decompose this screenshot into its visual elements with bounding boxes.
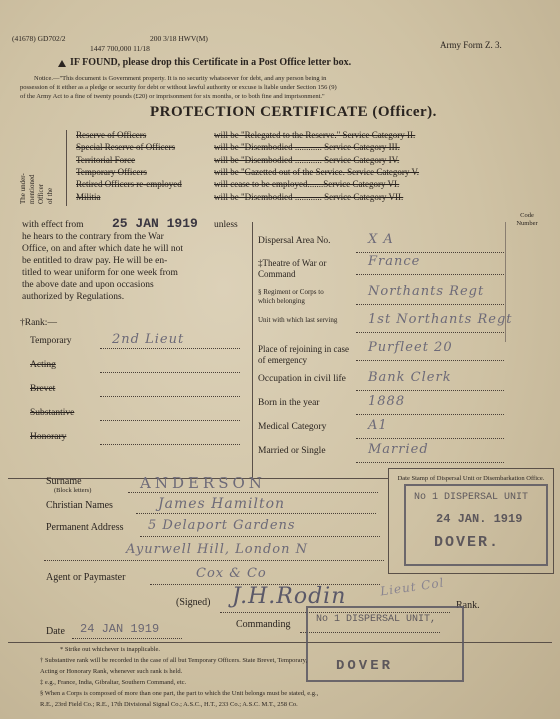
surname-sub-label: (Block letters)	[54, 487, 92, 494]
address-line-2-rule	[44, 560, 384, 561]
footer-divider	[8, 642, 552, 643]
notice-line-2: possession of it either as a pledge or security for debt or without lawful authority or excuse is liable under Section 156 (9)	[20, 84, 337, 91]
category-officer-type: Retired Officers re-employed	[76, 179, 182, 190]
field-value: A1	[368, 418, 388, 433]
agent-label: Agent or Paymaster	[46, 572, 126, 583]
effect-suffix: unless	[214, 220, 238, 230]
effect-prefix: with effect from	[22, 220, 84, 230]
code-number-label: Code Number	[516, 212, 538, 227]
svg-text:of the: of the	[46, 187, 54, 204]
field-line	[356, 462, 504, 463]
category-officer-type: Reserve of Officers	[76, 130, 147, 140]
category-action: will be "Gazetted out of the Service. Service Category V.	[214, 166, 420, 177]
field-label: Place of rejoining in case of emergency	[258, 344, 349, 365]
field-label: Unit with which last serving	[258, 316, 338, 324]
date-value-stamp: 24 JAN 1919	[80, 622, 160, 636]
rank-label-substantive: Substantive	[30, 408, 75, 418]
field-label: § Regiment or Corps to which belonging	[258, 288, 324, 305]
svg-text:The under-: The under-	[19, 173, 27, 204]
christian-names-label: Christian Names	[46, 500, 113, 511]
rank-label-brevet: Brevet	[30, 384, 56, 394]
address-line-1-rule	[140, 536, 380, 537]
dispersal-unit-stamp	[404, 484, 548, 566]
category-officer-type: Temporary Officers	[76, 166, 147, 177]
field-label: Medical Category	[258, 422, 327, 432]
rank-label-honorary: Honorary	[30, 432, 67, 442]
field-value: 1st Northants Regt	[368, 312, 513, 327]
field-line	[356, 252, 504, 253]
field-line	[356, 332, 504, 333]
svg-text:mentioned: mentioned	[28, 174, 36, 204]
stamp-unit-name: No 1 DISPERSAL UNIT	[414, 492, 529, 503]
category-action: will be "Disembodied ............ Service Category III.	[214, 142, 400, 153]
field-label: Dispersal Area No.	[258, 236, 331, 246]
footnote-line: ‡ e.g., France, India, Gibraltar, Southern Command, etc.	[40, 679, 187, 686]
category-officer-type: Special Reserve of Officers	[76, 142, 176, 153]
address-label: Permanent Address	[46, 522, 124, 533]
surname-line	[128, 492, 378, 493]
field-line	[356, 304, 504, 305]
field-line	[356, 360, 504, 361]
form-number: Army Form Z. 3.	[440, 40, 502, 50]
field-label: Married or Single	[258, 446, 326, 456]
stamp-lower-location: DOVER	[336, 658, 394, 674]
field-value: Purfleet 20	[368, 340, 453, 355]
date-label: Date	[46, 626, 65, 637]
field-label: Occupation in civil life	[258, 374, 346, 384]
field-value: Bank Clerk	[368, 370, 452, 385]
stamp-lower-unit-name: No 1 DISPERSAL UNIT,	[316, 614, 437, 625]
category-action: will be "Disembodied ............ Service Category IV.	[214, 154, 400, 165]
side-label	[16, 128, 66, 208]
if-found-notice: IF FOUND, please drop this Certificate in a Post Office letter box.	[70, 57, 352, 68]
effect-paragraph-line: the above date and upon occasions	[22, 280, 154, 290]
signature: J.H.Rodin	[232, 584, 347, 609]
category-action: will be "Disembodied ............ Service Category VII.	[214, 191, 404, 202]
field-value: X A	[368, 232, 394, 247]
rank-label-temporary: Temporary	[30, 336, 72, 346]
signature-rank-handwritten: Lieut Col	[379, 575, 446, 599]
column-divider	[252, 222, 253, 480]
dispersal-unit-stamp-lower	[306, 606, 464, 682]
notice-line-3: of the Army Act to a fine of twenty pounds (£20) or imprisonment for six months, or to both fine and imprisonment."	[20, 93, 325, 100]
effect-paragraph-line: Office, on and after which date he will not	[22, 244, 184, 254]
rank-line	[100, 348, 240, 349]
field-line	[356, 414, 504, 415]
svg-text:Officer: Officer	[37, 183, 45, 204]
stamp-date: 24 JAN. 1919	[436, 512, 523, 526]
footnote-line: † Substantive rank will be recorded in the case of all but Temporary Officers. State Brevet, Temporary,	[40, 657, 308, 664]
rank-line	[100, 396, 240, 397]
surname-value: ANDERSON	[140, 474, 266, 492]
field-value: Married	[368, 442, 429, 457]
field-line	[356, 438, 504, 439]
effect-paragraph-line: titled to wear uniform for one week from	[22, 268, 178, 278]
category-officer-type: Militia	[76, 191, 101, 202]
print-code-left: (41678) GD702/2	[12, 34, 66, 43]
footnote-line: § When a Corps is composed of more than one part, the part to which the Unit belongs must be stated, e.g.,	[40, 690, 319, 697]
rank-label: Rank.	[456, 600, 480, 611]
date-line	[72, 638, 182, 639]
effect-paragraph-line: authorized by Regulations.	[22, 292, 125, 302]
rank-heading: †Rank:—	[20, 318, 57, 328]
rank-label-acting: Acting	[30, 360, 56, 370]
effect-date-stamp: 25 JAN 1919	[112, 216, 198, 231]
side-label-svg	[16, 128, 66, 208]
field-value: 1888	[368, 394, 406, 409]
field-label: Born in the year	[258, 398, 320, 408]
address-line-1: 5 Delaport Gardens	[148, 518, 296, 533]
field-line	[356, 390, 504, 391]
stamp-location: DOVER.	[434, 534, 501, 551]
date-stamp-box-label: Date Stamp of Dispersal Unit or Disembarkation Office.	[397, 475, 545, 482]
notice-line-1: Notice.—"This document is Government property. It is no security whatsoever for debt, and any person being in	[34, 75, 327, 82]
effect-paragraph-line: be entitled to draw pay. He will be en-	[22, 256, 168, 266]
field-value: Northants Regt	[368, 284, 485, 299]
surname-label: Surname	[46, 476, 82, 487]
print-code-mid: 200 3/18 HWV(M)	[150, 34, 208, 43]
rank-line	[100, 444, 240, 445]
category-action: will cease to be employed.......Service Category VI.	[214, 179, 400, 190]
signed-label: (Signed)	[176, 597, 211, 608]
rank-line	[100, 420, 240, 421]
category-action: will be "Relegated to the Reserve." Service Category II.	[214, 130, 416, 140]
print-code-line2: 1447 700,000 11/18	[90, 44, 150, 53]
address-line-2: Ayurwell Hill, London N	[126, 542, 308, 557]
christian-names-value: James Hamilton	[158, 496, 286, 512]
footnote-line: * Strike out whichever is inapplicable.	[60, 646, 161, 653]
field-line	[356, 274, 504, 275]
field-value: France	[368, 254, 421, 269]
footnote-line: R.E., 23rd Field Co.; R.E., 17th Divisional Signal Co.; A.S.C., H.T., 233 Co.; A.S.C. M.T., 258 Co.	[40, 701, 298, 708]
agent-value: Cox & Co	[196, 566, 267, 581]
effect-paragraph-line: he hears to the contrary from the War	[22, 232, 164, 242]
christian-names-line	[136, 513, 376, 514]
rank-line	[100, 372, 240, 373]
warning-triangle-icon	[58, 60, 66, 67]
field-label: ‡Theatre of War or Command	[258, 258, 327, 279]
footnote-line: Acting or Honorary Rank, whenever such rank is held.	[40, 668, 183, 675]
rank-value: 2nd Lieut	[112, 332, 185, 347]
commanding-label: Commanding	[236, 619, 291, 630]
category-officer-type: Territorial Force	[76, 154, 136, 165]
certificate-title: PROTECTION CERTIFICATE (Officer).	[150, 104, 437, 120]
category-brace	[66, 130, 67, 206]
